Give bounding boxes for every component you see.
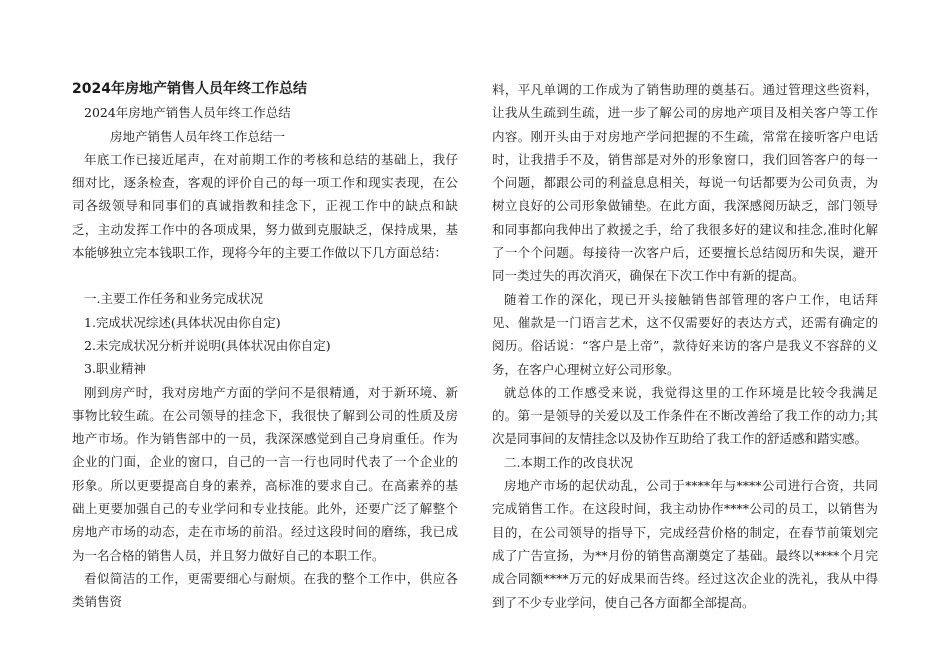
list-item: 3.职业精神	[84, 361, 146, 377]
list-item: 1.完成状况综述(具体状况由你自定)	[84, 314, 281, 330]
intro-paragraph: 年底工作已接近尾声，在对前期工作的考核和总结的基础上，我仔细对比，逐条检查，客观的评价自己的每一项工作和现实表现，在公司各级领导和同事们的真诚指教和挂念下，正视工作中的缺点和缺乏，主动发挥工作中的各项成果，努力做到克服缺乏，保持成果，基本能够独立完本钱职工作，现将今年的主要工作做以下几方面总结：	[72, 151, 458, 261]
heading-improvements: 二.本期工作的改良状况	[504, 454, 633, 470]
body-paragraph: 随着工作的深化，现已开头接触销售部管理的客户工作，电话拜见、催款是一门语言艺术，这不仅需要好的表达方式，还需有确定的阅历。俗话说：“客户是上帝”，款待好来访的客户是我义不容辞的义务，在客户心理树立好公司形象。	[492, 291, 878, 377]
heading-main-tasks: 一.主要工作任务和业务完成状况	[84, 291, 263, 307]
left-column	[72, 78, 458, 614]
body-paragraph: 就总体的工作感受来说，我觉得这里的工作环境是比较令我满足的。第一是领导的关爱以及工作条件在不断改善给了我工作的动力;其次是同事间的友情挂念以及协作互助给了我工作的舒适感和踏实感。	[492, 384, 878, 447]
list-item: 2.未完成状况分析并说明(具体状况由你自定)	[84, 337, 331, 353]
body-paragraph: 房地产市场的起伏动乱，公司于****年与****公司进行合资，共同完成销售工作。在这段时间，我主动协作****公司的员工，以销售为目的，在公司领导的指导下，完成经营价格的制定，在春节前策划完成了广告宣扬，为**月份的销售高潮奠定了基础。最终以****个月完成合同额****万元的好成果而告终。经过这次企业的洗礼，我从中得到了不少专业学问，使自己各方面都全部提高。	[492, 478, 878, 610]
right-column	[492, 78, 878, 614]
body-paragraph: 料，平凡单调的工作成为了销售助理的奠基石。通过管理这些资料，让我从生疏到生疏，进一步了解公司的房地产项目及相关客户等工作内容。刚开头由于对房地产学问把握的不生疏，常常在接听客户电话时，让我措手不及，销售部是对外的形象窗口，我们回答客户的每一个问题，都跟公司的利益息息相关，每说一句话都要为公司负责，为树立良好的公司形象做铺垫。在此方面，我深感阅历缺乏，部门领导和同事都向我伸出了救援之手，给了我很多好的建议和挂念,准时化解了一个个问题。每接待一次客户后，还要擅长总结阅历和失误，避开同一类过失的再次消灭，确保在下次工作中有新的提高。	[492, 82, 878, 284]
body-paragraph: 看似简洁的工作，更需要细心与耐烦。在我的整个工作中，供应各类销售资	[72, 570, 458, 610]
document-title: 2024年房地产销售人员年终工作总结	[72, 81, 307, 97]
subtitle: 2024年房地产销售人员年终工作总结	[84, 105, 291, 121]
blank-line	[72, 264, 458, 287]
section-heading: 房地产销售人员年终工作总结一	[110, 128, 286, 144]
body-paragraph: 刚到房产时，我对房地产方面的学问不是很精通，对于新环境、新事物比较生疏。在公司领导的挂念下，我很快了解到公司的性质及房地产市场。作为销售部中的一员，我深深感觉到自己身肩重任。作为企业的门面，企业的窗口，自己的一言一行也同时代表了一个企业的形象。所以更要提高自身的素养，高标准的要求自己。在高素养的基础上更要加强自己的专业学问和专业技能。此外，还要广泛了解整个房地产市场的动态，走在市场的前沿。经过这段时间的磨练，我已成为一名合格的销售人员，并且努力做好自己的本职工作。	[72, 384, 458, 563]
